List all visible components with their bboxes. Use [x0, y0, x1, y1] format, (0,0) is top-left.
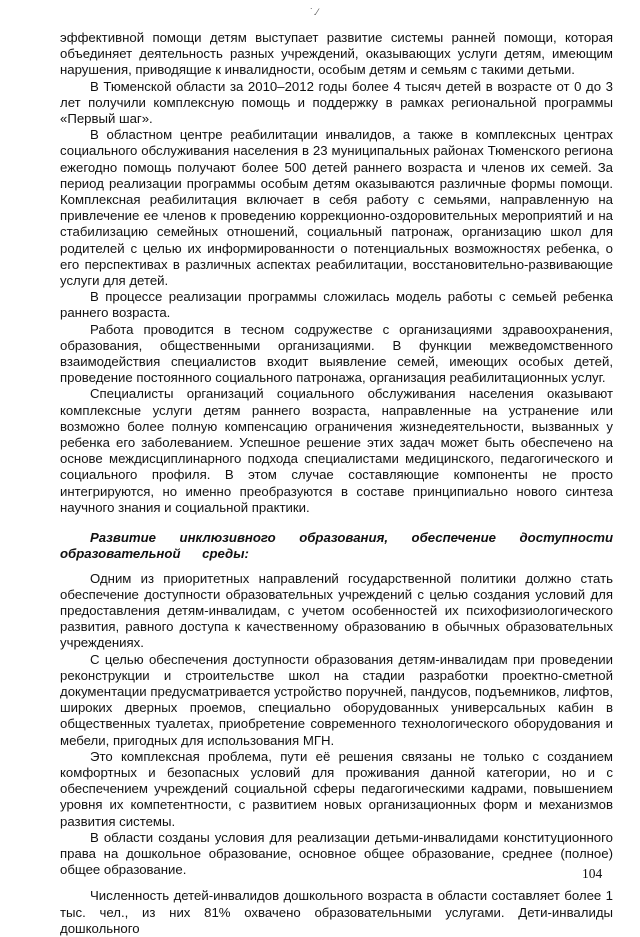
paragraph-4: В процессе реализации программы сложилась модель работы с семьей ребенка раннего возраста.	[60, 289, 613, 321]
paragraph-9: Это комплексная проблема, пути её решения связаны не только с созданием комфортных и безопасных условий для проживания данной категории, но и с обеспечением учреждений социальной сферы педагогическими кадрами, повышением уровня их компетентности, с развитием новых организационных форм и механизмов развития системы.	[60, 748, 613, 829]
paragraph-10: В области созданы условия для реализации детьми-инвалидами конституционного права на дошкольное образование, основное общее образование, среднее (полное) общее образование.	[60, 829, 613, 878]
paragraph-1: эффективной помощи детям выступает развитие системы ранней помощи, которая объединяет деятельность разных учреждений, оказывающих услуги детям, имеющим нарушения, приводящие к инвалидности, особым детям и семьям с такими детьми.	[60, 30, 613, 78]
paragraph-2: В Тюменской области за 2010–2012 годы более 4 тысяч детей в возрасте от 0 до 3 лет получили комплексную помощь и поддержку в рамках региональной программы «Первый шаг».	[60, 78, 613, 127]
paragraph-11: Численность детей-инвалидов дошкольного возраста в области составляет более 1 тыс. чел., из них 81% охвачено образовательными услугами. Дети-инвалиды дошкольного	[60, 888, 613, 936]
section-heading: Развитие инклюзивного образования, обеспечение доступности образовательной среды:	[60, 530, 613, 562]
paragraph-6: Специалисты организаций социального обслуживания населения оказывают комплексные услуги детям раннего возраста, направленные на устранение или возможно более полную компенсацию ограничения жизнедеятельности, вызванных у ребенка его заболеванием. Успешное решение этих задач может быть обеспечено на основе междисциплинарного подхода специалистами медицинского, педагогического и социального профиля. В этом случае составляющие компоненты не просто интегрируются, но именно преобразуются в составе принципиально нового синтеза научного знания и социальной практики.	[60, 386, 613, 515]
paragraph-7: Одним из приоритетных направлений государственной политики должно стать обеспечение доступности образовательных учреждений с целью создания условий для предоставления детям-инвалидам, с учетом особенностей их психофизиологического развития, равного доступа к качественному образованию в обычных образовательных учреждениях.	[60, 570, 613, 651]
page-number: 104	[582, 866, 603, 881]
paragraph-3: В областном центре реабилитации инвалидов, а также в комплексных центрах социального обслуживания населения в 23 муниципальных районах Тюменского региона ежегодно помощь получают более 500 детей раннего возраста и членов их семей. За период реализации программы особым детям оказываются различные формы помощи. Комплексная реабилитация включает в себя работу с семьями, направленную на привлечение ее членов к проведению коррекционно-оздоровительных мероприятий и на стабилизацию семейных отношений, социальный патронаж, организацию школ для родителей с целью их информированности о потенциальных возможностях ребенка, о его перспективах в различных аспектах реабилитации, восстановительно-развивающие услуги для детей.	[60, 127, 613, 289]
scan-mark: ˙.⁄	[309, 8, 318, 18]
paragraph-8: С целью обеспечения доступности образования детям-инвалидам при проведении реконструкции и строительстве школ на стадии разработки проектно-сметной документации предусматривается устройство поручней, пандусов, подъемников, лифтов, широких дверных проемов, специально оборудованных универсальных кабин в общественных туалетах, приобретение современного технологического оборудования и мебели, пригодных для использования МГН.	[60, 651, 613, 748]
document-body	[60, 30, 613, 937]
paragraph-5: Работа проводится в тесном содружестве с организациями здравоохранения, образования, общественными организациями. В функции межведомственного взаимодействия специалистов входит выявление семей, имеющих особых детей, проведение постоянного социального патронажа, организация реабилитационных услуг.	[60, 321, 613, 386]
